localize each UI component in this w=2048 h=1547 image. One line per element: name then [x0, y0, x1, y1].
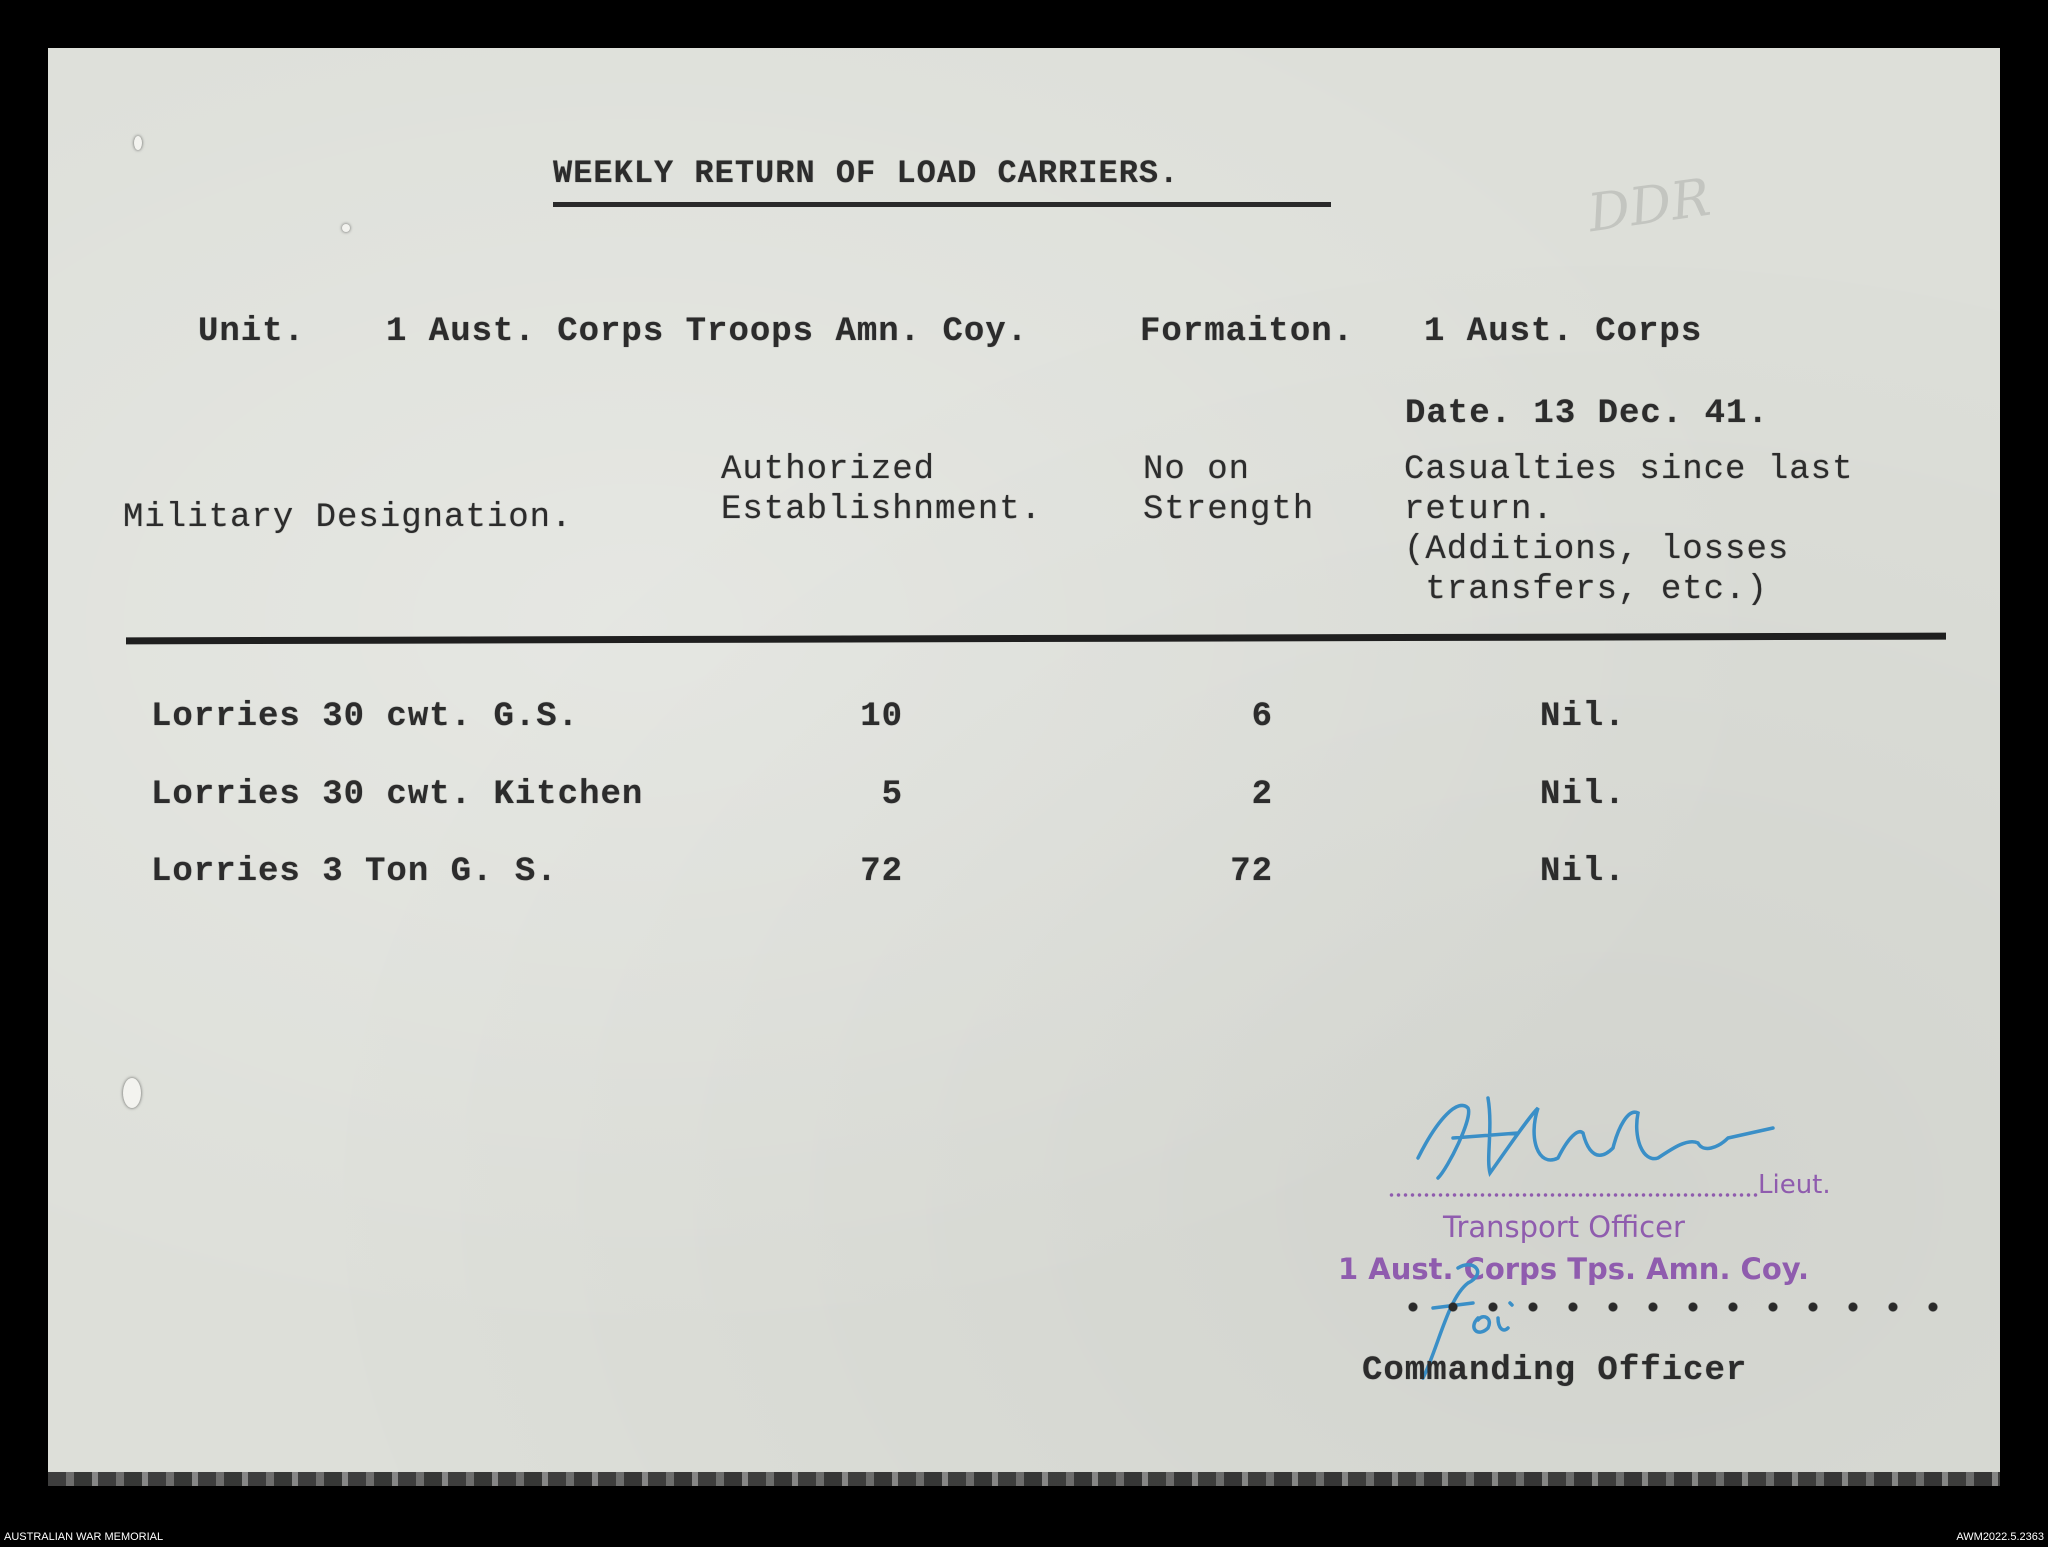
document-title: WEEKLY RETURN OF LOAD CARRIERS.	[553, 155, 1180, 192]
row-designation: Lorries 30 cwt. Kitchen	[151, 776, 644, 814]
title-underline	[553, 202, 1331, 207]
commanding-officer-label: Commanding Officer	[1362, 1352, 1748, 1390]
footer-accession: AWM2022.5.2363	[1956, 1531, 2044, 1543]
signature-line	[1388, 1193, 1758, 1197]
punch-hole	[134, 136, 142, 150]
header-authorized: Authorized Establishnment.	[721, 451, 1043, 529]
row-authorized: 5	[881, 776, 903, 814]
row-strength: 2	[1251, 776, 1273, 814]
stamp-unit: 1 Aust. Corps Tps. Amn. Coy.	[1338, 1252, 1810, 1286]
footer-credit: AUSTRALIAN WAR MEMORIAL	[4, 1531, 164, 1543]
stamp-role: Transport Officer	[1443, 1210, 1685, 1244]
punch-hole	[123, 1078, 141, 1108]
header-casualties: Casualties since last return. (Additions, losses transfers, etc.)	[1404, 451, 1854, 609]
formation-value: 1 Aust. Corps	[1424, 313, 1703, 351]
unit-label: Unit.	[198, 313, 306, 351]
row-authorized: 10	[860, 698, 903, 736]
row-strength: 72	[1230, 853, 1273, 891]
signature-scribble	[1398, 1078, 1778, 1198]
row-casualties: Nil.	[1540, 853, 1626, 891]
document-date: Date. 13 Dec. 41.	[1405, 395, 1769, 433]
row-authorized: 72	[860, 853, 903, 891]
unit-value: 1 Aust. Corps Troops Amn. Coy.	[386, 313, 1029, 351]
punch-hole	[342, 224, 350, 232]
formation-label: Formaiton.	[1140, 313, 1355, 351]
dotted-signature-line	[1393, 1300, 1968, 1314]
stamp-rank: Lieut.	[1758, 1170, 1831, 1200]
torn-edge	[48, 1472, 2000, 1486]
header-strength: No on Strength	[1143, 451, 1315, 529]
row-casualties: Nil.	[1540, 776, 1626, 814]
header-rule	[126, 633, 1946, 645]
row-designation: Lorries 3 Ton G. S.	[151, 853, 558, 891]
row-designation: Lorries 30 cwt. G.S.	[151, 698, 580, 736]
row-strength: 6	[1251, 698, 1273, 736]
row-casualties: Nil.	[1540, 698, 1626, 736]
pencil-note: DDR	[1584, 167, 1715, 245]
header-designation: Military Designation.	[123, 499, 573, 537]
document-paper	[48, 48, 2000, 1486]
